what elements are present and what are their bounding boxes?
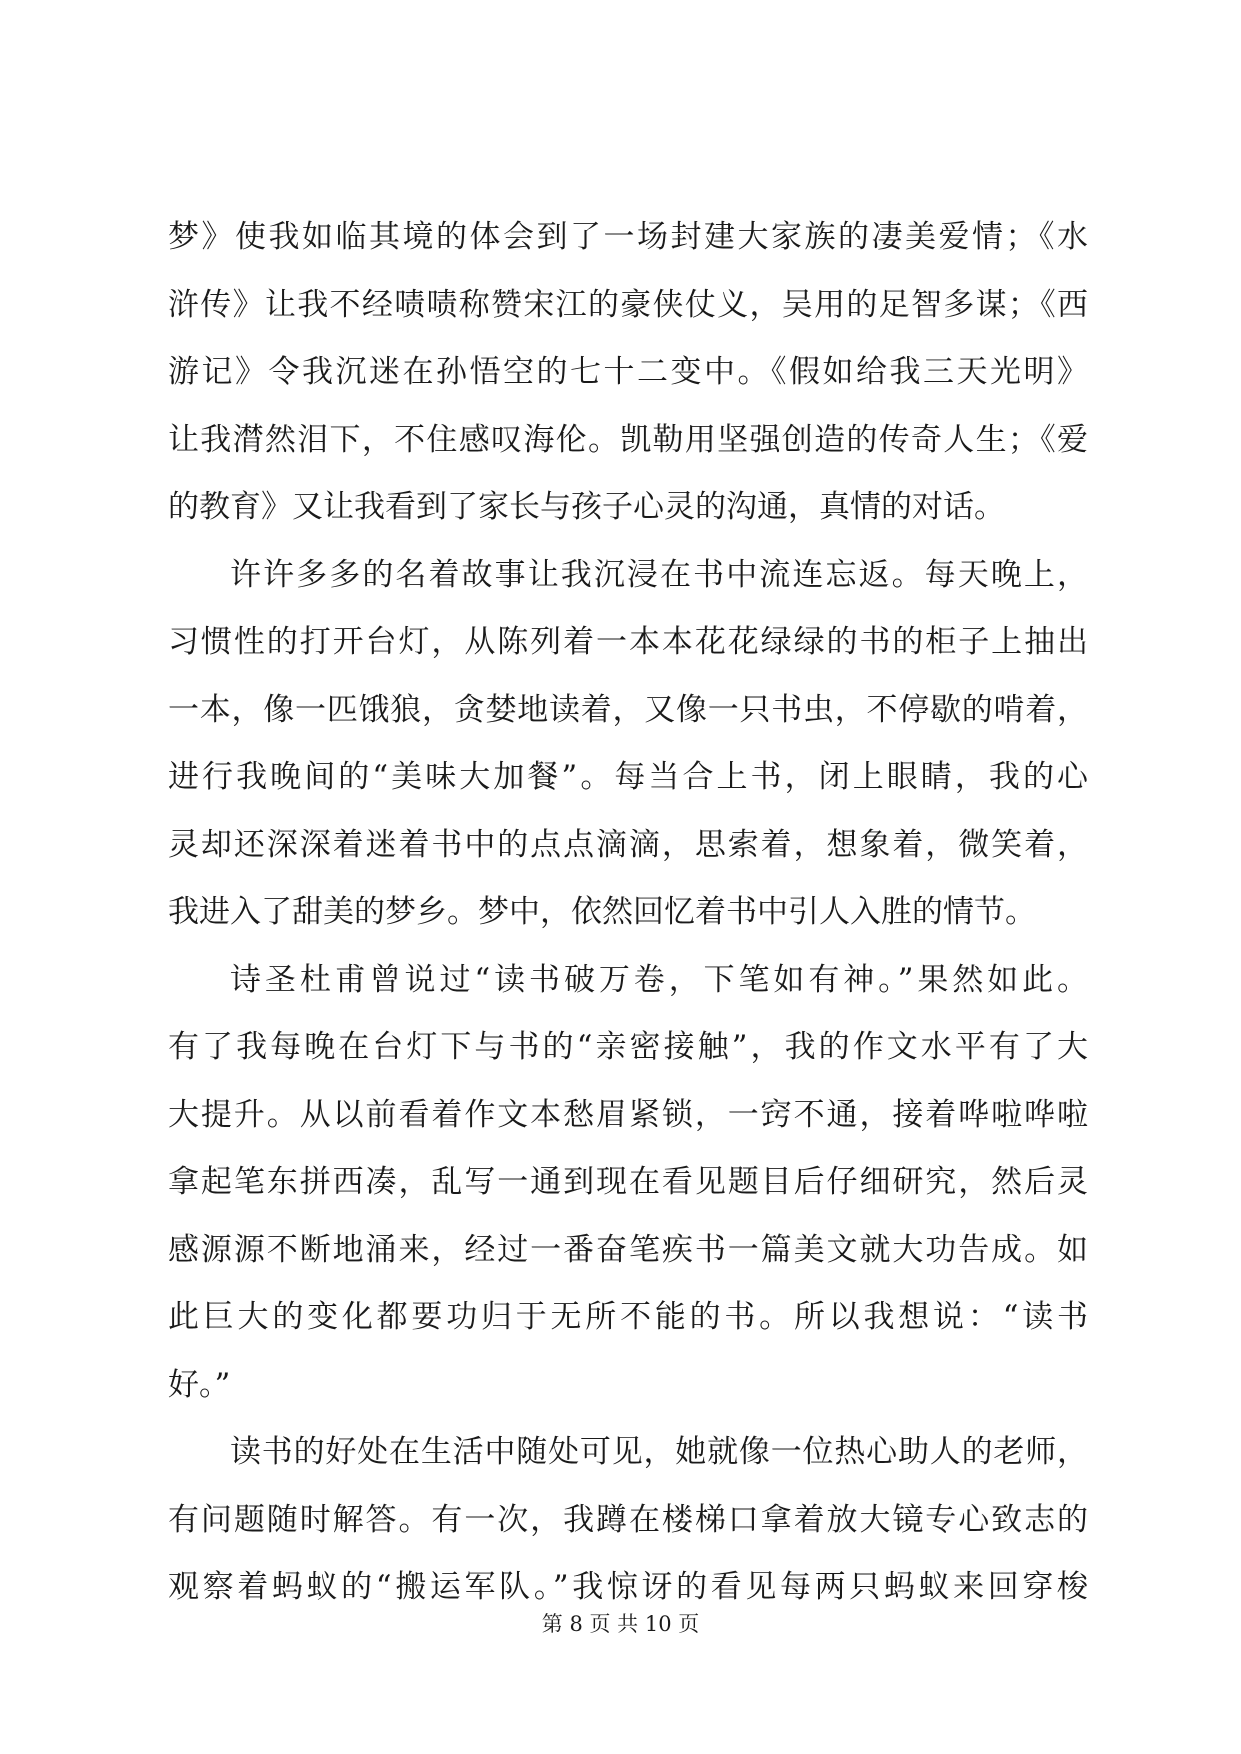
text-line: 读书的好处在生活中随处可见，她就像一位热心助人的老师， [230, 1434, 1088, 1470]
text-line: 习惯性的打开台灯，从陈列着一本本花花绿绿的书的柜子上抽出 [168, 624, 1088, 660]
text-line: 有了我每晚在台灯下与书的“亲密接触”，我的作文水平有了大 [168, 1029, 1088, 1065]
text-line: 我进入了甜美的梦乡。梦中，依然回忆着书中引人入胜的情节。 [168, 894, 1036, 930]
text-line: 感源源不断地涌来，经过一番奋笔疾书一篇美文就大功告成。如 [168, 1231, 1088, 1268]
text-line: 许许多多的名着故事让我沉浸在书中流连忘返。每天晚上， [230, 556, 1088, 593]
text-line: 一本，像一匹饿狼，贪婪地读着，又像一只书虫，不停歇的啃着， [168, 691, 1088, 728]
text-line: 让我潸然泪下，不住感叹海伦。凯勒用坚强创造的传奇人生；《爱 [168, 421, 1088, 458]
text-line: 的教育》又让我看到了家长与孩子心灵的沟通，真情的对话。 [168, 489, 1005, 525]
text-line: 进行我晚间的“美味大加餐”。每当合上书，闭上眼睛，我的心 [168, 759, 1088, 795]
text-line: 灵却还深深着迷着书中的点点滴滴，思索着，想象着，微笑着， [168, 826, 1088, 863]
text-line: 游记》令我沉迷在孙悟空的七十二变中。《假如给我三天光明》 [168, 354, 1088, 390]
page-footer: 第 8 页 共 10 页 [541, 1612, 700, 1636]
text-line: 梦》使我如临其境的体会到了一场封建大家族的凄美爱情；《水 [168, 219, 1088, 255]
text-line: 大提升。从以前看着作文本愁眉紧锁，一窍不通，接着哗啦哗啦 [168, 1096, 1088, 1133]
text-line: 观察着蚂蚁的“搬运军队。”我惊讶的看见每两只蚂蚁来回穿梭 [168, 1569, 1088, 1605]
text-line: 浒传》让我不经啧啧称赞宋江的豪侠仗义，吴用的足智多谋；《西 [168, 286, 1088, 323]
text-line: 有问题随时解答。有一次，我蹲在楼梯口拿着放大镜专心致志的 [168, 1501, 1088, 1538]
text-line: 拿起笔东拼西凑，乱写一通到现在看见题目后仔细研究，然后灵 [168, 1164, 1088, 1200]
text-line: 好。” [168, 1366, 231, 1403]
text-line: 此巨大的变化都要功归于无所不能的书。所以我想说：“读书 [168, 1299, 1088, 1335]
body-text [168, 204, 1088, 1622]
text-line: 诗圣杜甫曾说过“读书破万卷，下笔如有神。”果然如此。 [230, 961, 1088, 998]
